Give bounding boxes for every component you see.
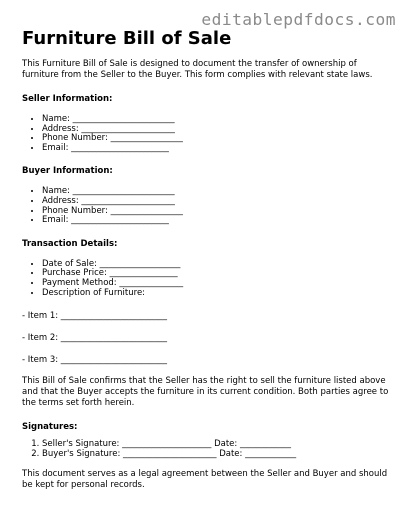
buyer-phone-field[interactable]: • Phone Number: _________________ [42,207,392,217]
seller-heading: Seller Information: [22,94,113,104]
transaction-heading: Transaction Details: [22,238,118,249]
closing-paragraph: This document serves as a legal agreement between the Seller and Buyer and should be kept for personal records. [22,469,388,491]
buyer-address-field[interactable]: • Address: ______________________ [42,197,392,207]
signature-list [22,440,392,459]
item-2-field[interactable]: - Item 2: _________________________ [22,333,168,344]
buyer-signature-line[interactable]: 2. Buyer's Signature: ______________________ Date: ____________ [42,450,392,460]
watermark: editablepdfdocs.com [201,10,396,29]
item-3-field[interactable]: - Item 3: _________________________ [22,355,168,366]
buyer-email-field[interactable]: • Email: _______________________ [42,216,392,226]
seller-phone-field[interactable]: • Phone Number: _________________ [42,134,392,144]
payment-method-field[interactable]: • Payment Method: _______________ [42,279,392,289]
seller-name-field[interactable]: • Name: ________________________ [42,115,392,125]
transaction-field-list [22,260,392,298]
signatures-heading: Signatures: [22,422,78,433]
seller-signature-line[interactable]: 1. Seller's Signature: _____________________ Date: ____________ [42,440,392,450]
buyer-name-field[interactable]: • Name: ________________________ [42,187,392,197]
intro-paragraph: This Furniture Bill of Sale is designed to document the transfer of ownership of furniture from the Seller to the Buyer. This form complies with relevant state laws. [22,59,373,80]
seller-address-field[interactable]: • Address: ______________________ [42,125,392,135]
item-1-field[interactable]: - Item 1: _________________________ [22,311,168,322]
document-page [22,28,392,491]
date-of-sale-field[interactable]: • Date of Sale: ___________________ [42,260,392,270]
furniture-description-label: • Description of Furniture: [42,289,392,299]
document-title: Furniture Bill of Sale [22,28,232,49]
buyer-field-list [22,187,392,225]
confirmation-paragraph: This Bill of Sale confirms that the Seller has the right to sell the furniture listed above and that the Buyer accepts the furniture in its current condition. Both parties agree to the terms set forth herein. [22,376,389,409]
seller-email-field[interactable]: • Email: _______________________ [42,144,392,154]
seller-field-list [22,115,392,153]
purchase-price-field[interactable]: • Purchase Price: ________________ [42,269,392,279]
buyer-heading: Buyer Information: [22,166,113,177]
